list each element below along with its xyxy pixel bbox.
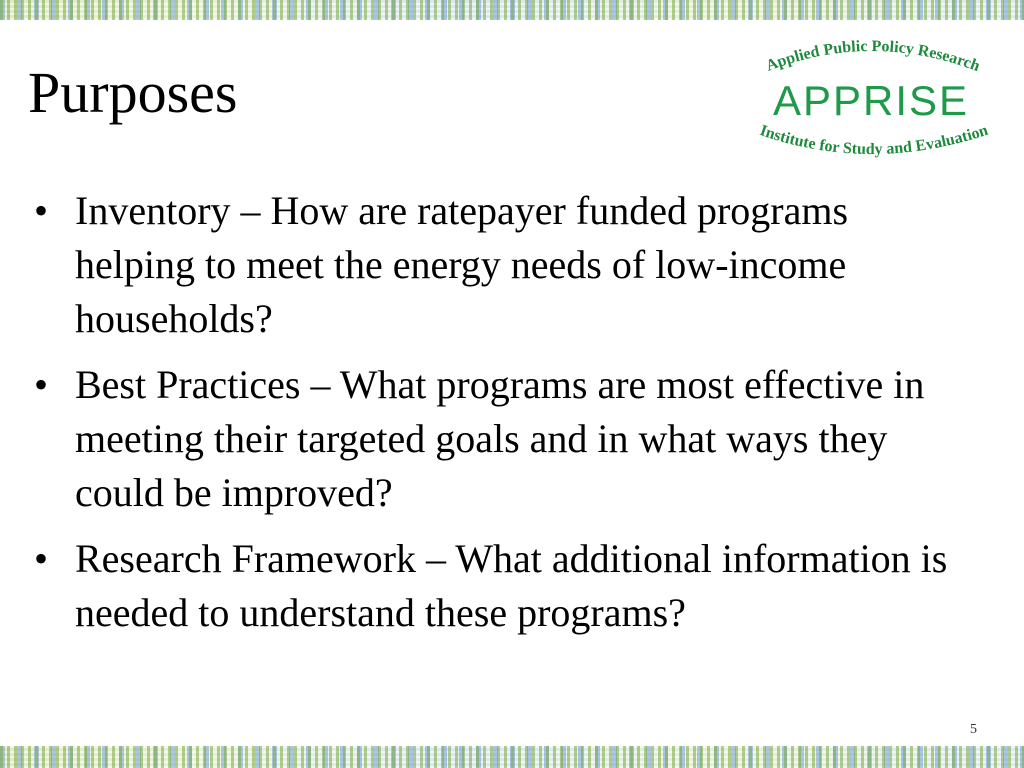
bullet-text: Inventory – How are ratepayer funded programs helping to meet the energy needs of low-income households? bbox=[75, 188, 849, 341]
apprise-logo bbox=[730, 30, 1010, 180]
bottom-decorative-border bbox=[0, 746, 1024, 768]
bullet-dot-icon: • bbox=[34, 362, 49, 407]
bullet-list bbox=[30, 184, 950, 652]
bullet-item-inventory bbox=[30, 184, 950, 346]
bullet-text: Research Framework – What additional information is needed to understand these programs? bbox=[75, 536, 948, 635]
logo-bottom-text: Institute for Study and Evaluation bbox=[757, 121, 991, 159]
slide-title: Purposes bbox=[28, 60, 238, 125]
bullet-dot-icon: • bbox=[34, 188, 49, 233]
logo-main-text: APPRISE bbox=[772, 77, 970, 124]
top-decorative-border bbox=[0, 0, 1024, 20]
bullet-dot-icon: • bbox=[34, 536, 49, 581]
bullet-item-best-practices bbox=[30, 358, 950, 520]
logo-top-text: Applied Public Policy Research bbox=[763, 37, 983, 76]
bullet-text: Best Practices – What programs are most effective in meeting their targeted goals and in what ways they could be improved? bbox=[75, 362, 925, 515]
bullet-item-research-framework bbox=[30, 532, 950, 640]
page-number: 5 bbox=[970, 722, 977, 737]
